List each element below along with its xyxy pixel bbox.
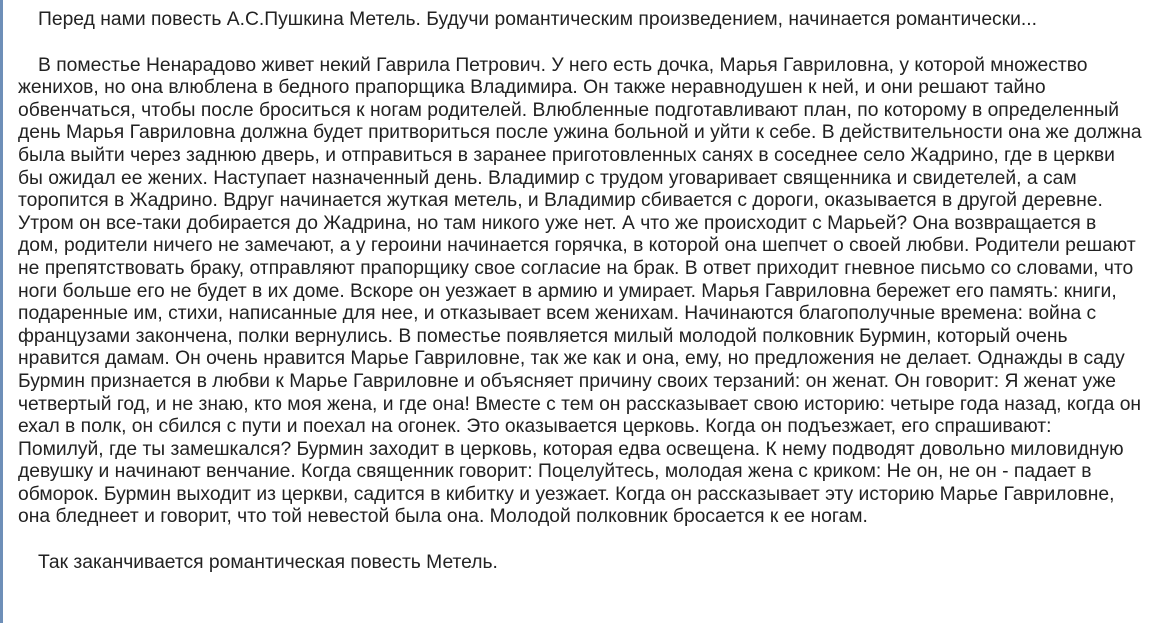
article-content [18,9,1142,575]
left-border-rule [0,0,3,623]
paragraph-gap [18,32,1142,55]
paragraph-gap [18,529,1142,552]
intro-paragraph: Перед нами повесть А.С.Пушкина Метель. Будучи романтическим произведением, начинается романтически... [38,9,1037,30]
conclusion-paragraph: Так заканчивается романтическая повесть Метель. [38,552,498,574]
body-paragraph: В поместье Ненарадово живет некий Гаврила Петрович. У него есть дочка, Марья Гавриловна, у которой множество женихов, но она влюблена в бедного прапорщика Владимира. Он также неравнодушен к ней, и они решают тайно обвенчаться, чтобы после броситься к ногам родителей. Влюбленные подготавливают план, по которому в определенный день Марья Гавриловна должна будет притвориться после ужина больной и уйти к себе. В действительности она же должна была выйти через заднюю дверь, и отправиться в заранее приготовленных санях в соседнее село Жадрино, где в церкви бы ожидал ее жених. Наступает назначенный день. Владимир с трудом уговаривает священника и свидетелей, а сам торопится в Жадрино. Вдруг начинается жуткая метель, и Владимир сбивается с дороги, оказывается в другой деревне. Утром он все-таки добирается до Жадрина, но там никого уже нет. А что же происходит с Марьей? Она возвращается в дом, родители ничего не замечают, а у героини начинается горячка, в которой она шепчет о своей любви. Родители решают не препятствовать браку, отправляют прапорщику свое согласие на брак. В ответ приходит гневное письмо со словами, что ноги больше его не будет в их доме. Вскоре он уезжает в армию и умирает. Марья Гавриловна бережет его память: книги, подаренные им, стихи, написанные для нее, и отказывает всем женихам. Начинаются благополучные времена: война с французами закончена, полки вернулись. В поместье появляется милый молодой полковник Бурмин, который очень нравится дамам. Он очень нравится Марье Гавриловне, так же как и она, ему, но предложения не делает. Однажды в саду Бурмин признается в любви к Марье Гавриловне и объясняет причину своих терзаний: он женат. Он говорит: Я женат уже четвертый год, и не знаю, кто моя жена, и где она! Вместе с тем он рассказывает свою историю: четыре года назад, когда он ехал в полк, он сбился с пути и поехал на огонек. Это оказывается церковь. Когда он подъезжает, его спрашивают: Помилуй, где ты замешкался? Бурмин заходит в церковь, которая едва освещена. К нему подводят довольно миловидную девушку и начинают венчание. Когда священник говорит: Поцелуйтесь, молодая жена с криком: Не он, не он - падает в обморок. Бурмин выходит из церкви, садится в кибитку и уезжает. Когда он рассказывает эту историю Марье Гавриловне, она бледнеет и говорит, что той невестой была она. Молодой полковник бросается к ее ногам. [18,54,1142,528]
